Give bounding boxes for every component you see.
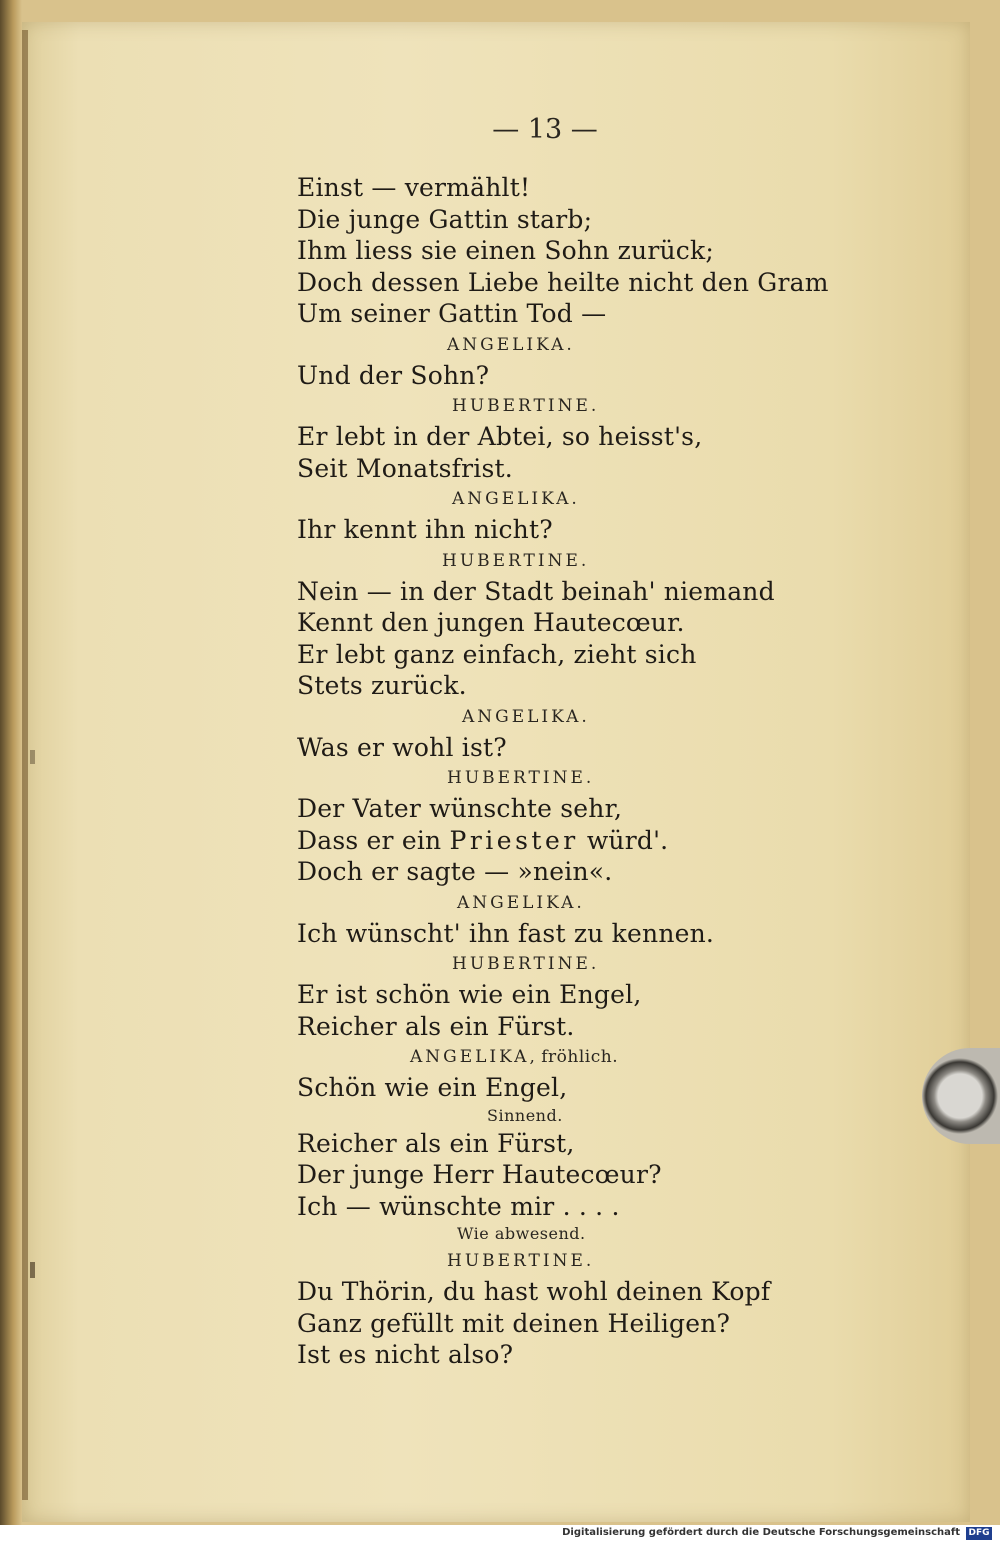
verse-line: Doch dessen Liebe heilte nicht den Gram — [297, 267, 829, 297]
stage-direction: Wie abwesend. — [457, 1224, 586, 1243]
binding-edge — [22, 30, 28, 1500]
verse-line: Reicher als ein Fürst, — [297, 1128, 575, 1158]
speaker-name: HUBERTINE. — [447, 768, 595, 788]
verse-line: Was er wohl ist? — [297, 732, 507, 762]
play-text — [297, 172, 857, 1371]
verse-line: Ganz gefüllt mit deinen Heiligen? — [297, 1308, 731, 1338]
speaker-name: ANGELIKA. — [462, 706, 590, 727]
speaker-name: HUBERTINE. — [452, 396, 600, 416]
stage-direction: Sinnend. — [487, 1105, 563, 1125]
verse-line: Ihm liess sie einen Sohn zurück; — [297, 236, 714, 265]
verse-text: würd'. — [578, 825, 669, 855]
speaker-label: ANGELIKA — [410, 1047, 530, 1067]
verse-line: Und der Sohn? — [297, 360, 490, 390]
verse-line: Um seiner Gattin Tod — — [297, 299, 607, 328]
verse-line: Der Vater wünschte sehr, — [297, 794, 623, 823]
verse-line: Ist es nicht also? — [297, 1340, 514, 1369]
verse-text: Dass er ein — [297, 825, 450, 855]
verse-line: Ich — wünschte mir . . . . — [297, 1191, 620, 1221]
emphasized-word: Priester — [449, 825, 579, 855]
book-spine — [0, 0, 22, 1525]
speaker-name — [297, 1042, 857, 1072]
verse-line: Du Thörin, du hast wohl deinen Kopf — [297, 1277, 771, 1306]
speaker-name: ANGELIKA. — [452, 489, 580, 509]
verse-line: Ihr kennt ihn nicht? — [297, 515, 553, 544]
speaker-name: ANGELIKA. — [447, 334, 575, 355]
verse-line: Er ist schön wie ein Engel, — [297, 980, 642, 1009]
verse-line: Die junge Gattin starb; — [297, 204, 593, 234]
margin-mark — [30, 750, 35, 764]
stage-direction: , fröhlich. — [529, 1047, 619, 1067]
verse-line: Seit Monatsfrist. — [297, 453, 513, 483]
verse-line: Er lebt ganz einfach, zieht sich — [297, 639, 697, 669]
verse-line: Doch er sagte — »nein«. — [297, 857, 613, 886]
page-number: — 13 — — [492, 114, 598, 145]
verse-line: Stets zurück. — [297, 671, 467, 700]
verse-line: Der junge Herr Hautecœur? — [297, 1160, 662, 1189]
speaker-name: ANGELIKA. — [457, 892, 585, 913]
verse-line: Kennt den jungen Hautecœur. — [297, 608, 685, 637]
verse-line: Einst — vermählt! — [297, 173, 531, 202]
verse-line: Reicher als ein Fürst. — [297, 1011, 575, 1041]
verse-line: Schön wie ein Engel, — [297, 1073, 568, 1102]
verse-line: Nein — in der Stadt beinah' niemand — [297, 576, 775, 606]
margin-mark — [30, 1262, 35, 1278]
speaker-name: HUBERTINE. — [442, 550, 590, 571]
verse-line — [297, 825, 857, 857]
dfg-logo-icon: DFG — [966, 1527, 992, 1540]
verse-line: Er lebt in der Abtei, so heisst's, — [297, 422, 703, 451]
footer-credit: Digitalisierung gefördert durch die Deutsche Forschungsgemeinschaft — [562, 1527, 960, 1538]
speaker-name: HUBERTINE. — [447, 1251, 595, 1271]
footer-bar — [0, 1525, 1000, 1543]
verse-line: Ich wünscht' ihn fast zu kennen. — [297, 918, 715, 948]
speaker-name: HUBERTINE. — [452, 954, 600, 974]
